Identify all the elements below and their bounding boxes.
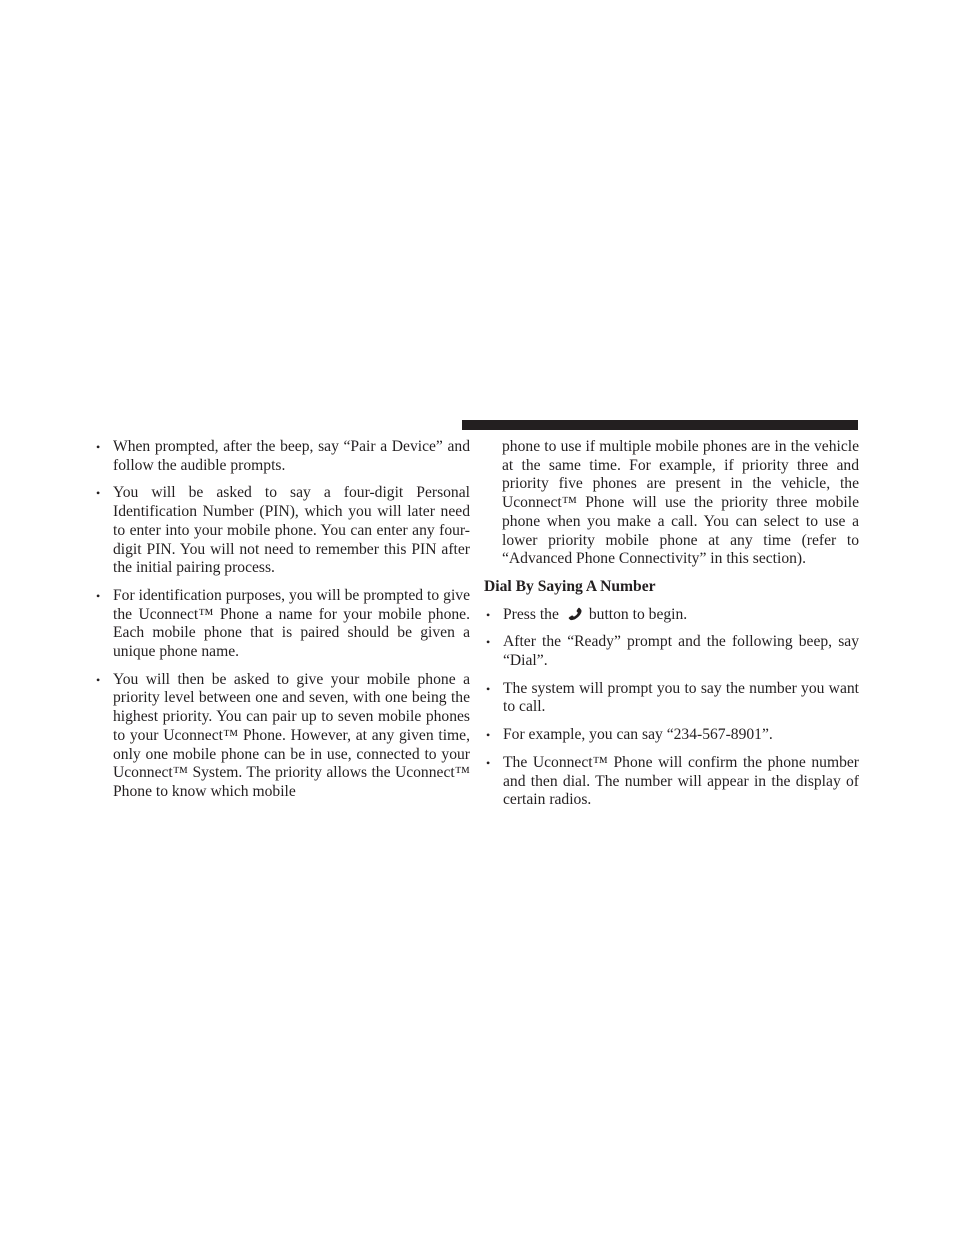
list-item-press xyxy=(484,606,859,625)
list-item: • When prompted, after the beep, say “Pair a Device” and follow the audible prompts. xyxy=(94,438,470,475)
header-rule xyxy=(462,420,858,430)
section-heading: Dial By Saying A Number xyxy=(484,577,656,595)
left-column xyxy=(94,438,470,811)
list-item: • For example, you can say “234-567-8901”. xyxy=(484,726,859,745)
list-item: • After the “Ready” prompt and the following beep, say “Dial”. xyxy=(484,633,859,670)
phone-icon xyxy=(565,607,585,621)
list-item: • You will be asked to say a four-digit Personal Identification Number (PIN), which you will later need to enter into your mobile phone. You can enter any four-digit PIN. You will not need to remember this PIN after the initial pairing process. xyxy=(94,484,470,578)
continued-paragraph: phone to use if multiple mobile phones are in the vehicle at the same time. For example, if priority three and priority five phones are present in the vehicle, the Uconnect™ Phone will use the priority three mobile phone when you make a call. You can select to use a lower priority mobile phone at any time (refer to “Advanced Phone Connectivity” in this section). xyxy=(502,438,859,568)
list-item: • The system will prompt you to say the number you want to call. xyxy=(484,680,859,717)
list-item: • The Uconnect™ Phone will confirm the phone number and then dial. The number will appear in the display of certain radios. xyxy=(484,754,859,810)
press-suffix: button to begin. xyxy=(588,605,688,623)
list-item: • For identification purposes, you will be prompted to give the Uconnect™ Phone a name for your mobile phone. Each mobile phone that is paired should be given a unique phone name. xyxy=(94,587,470,662)
press-prefix: Press the xyxy=(503,605,559,623)
list-item: • You will then be asked to give your mobile phone a priority level between one and seven, with one being the highest priority. You can pair up to seven mobile phones to your Uconnect™ Phone. However, at any given time, only one mobile phone can be in use, connected to your Uconnect™ System. The priority allows the Uconnect™ Phone to know which mobile xyxy=(94,671,470,802)
right-column xyxy=(484,438,859,819)
